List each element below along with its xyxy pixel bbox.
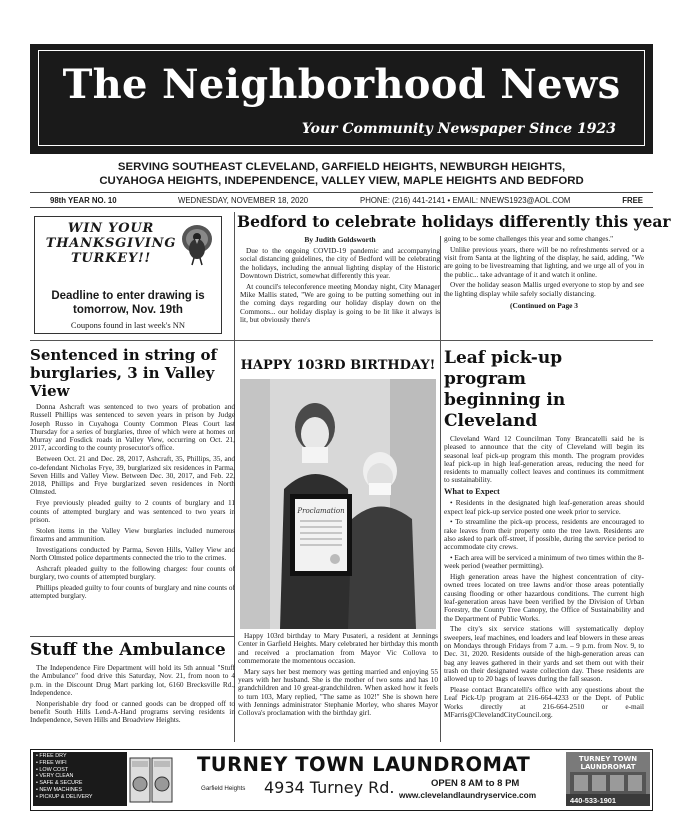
bedford-continued: (Continued on Page 3 xyxy=(510,300,578,310)
ad-city: Garfield Heights xyxy=(201,785,246,792)
ad-website[interactable]: www.clevelandlaundryservice.com xyxy=(399,790,537,800)
coupons-note: Coupons found in last week's NN xyxy=(70,320,186,330)
birthday-paragraph: Happy 103rd birthday to Mary Pusateri, a resident at Jennings Center in Garfield Heights. Mary celebrated her birthday this month and received a proclamation from Mayor Vic Collova to commemorate the momentous occasion. xyxy=(238,631,438,665)
sentenced-paragraph: Investigations conducted by Parma, Seven Hills, Valley View and North Olmsted police departments connected the trio to the crimes. xyxy=(30,544,235,563)
leaf-paragraph: Please contact Brancatelli's office with any questions about the Leaf Pick-Up program at 216-664-4233 or the Dept. of Public Works directly at 216-664-2510 or e-mail MFarris@ClevelandCityCouncil.org. xyxy=(444,685,644,719)
section-divider xyxy=(30,340,653,341)
washer-icon xyxy=(129,756,173,804)
proclamation-label: Proclamation xyxy=(297,507,345,515)
ad-feature: • FREE WIFI xyxy=(36,759,67,766)
leaf-paragraph: Cleveland Ward 12 Councilman Tony Brancatelli said he is pleased to announce that the city of Cleveland will begin its seasonal leaf pick-up program this month. The program provides leaf pick-up in high leaf-generation areas, reducing the need for residents to manually collect leaves and continues its commitment to sustainability. xyxy=(444,434,644,485)
ad-feature: • VERY CLEAN xyxy=(36,773,74,780)
dateline-bar xyxy=(30,192,653,208)
birthday-caption xyxy=(238,632,438,720)
bedford-paragraph: Due to the ongoing COVID-19 pandemic and accompanying social distancing guidelines, the city of Bedford will be celebrating the holidays, including the annual lighting display of the Historic Downtown District, somewhat differently this year. xyxy=(240,246,440,280)
store-sign xyxy=(566,755,650,771)
turkey-line-2: THANKSGIVING xyxy=(45,236,177,251)
laundromat-ad[interactable] xyxy=(30,749,653,811)
bedford-paragraph: Unlike previous years, there will be no refreshments served or a visit from Santa at the lighting of the display, he said, adding, "We are going to be livestreaming that lighting, and we urge all of you in the public... take advantage of it and watch it online. xyxy=(444,244,644,279)
ad-feature: • NEW MACHINES xyxy=(36,786,82,793)
leaf-headline-line-2: beginning in Cleveland xyxy=(444,390,566,431)
leaf-article xyxy=(444,348,644,722)
ad-feature: • SAFE & SECURE xyxy=(36,780,83,787)
ad-features-list xyxy=(33,752,127,806)
section-divider xyxy=(30,636,234,637)
newspaper-tagline: Your Community Newspaper Since 1923 xyxy=(301,121,616,137)
ad-feature: • LOW COST xyxy=(36,766,69,773)
issue-date: WEDNESDAY, NOVEMBER 18, 2020 xyxy=(178,196,309,205)
leaf-bullet: • To streamline the pick-up process, residents are encouraged to rake leaves from their property onto the tree lawn. Residents are also asked to park off-street, if possible, during the service period to accommodate city crews. xyxy=(444,517,644,552)
birthday-photo-image xyxy=(240,379,436,629)
price-label: FREE xyxy=(622,196,643,205)
leaf-paragraph: The city's six service stations will systematically deploy sweepers, leaf machines, end loaders and leaf blowers in these areas on Mondays through Fridays from 7 a.m. – 9 p.m. from Nov. 9, to Dec. 31, 2020. Residents outside of the high-generation areas can bag any leaves gathered in their yards and set them out with their trash on their designated waste collection day. These residents are allowed up to 20 bags of leaves during the fall season. xyxy=(444,624,644,684)
store-phone: 440-533-1901 xyxy=(570,796,617,805)
turkey-illustration xyxy=(179,223,215,267)
bedford-headline: Bedford to celebrate holidays differently this year xyxy=(237,212,671,231)
column-rule-right xyxy=(440,236,441,742)
ad-storefront-photo xyxy=(566,752,650,806)
birthday-headline: HAPPY 103RD BIRTHDAY! xyxy=(240,358,436,373)
leaf-bullet: • Each area will be serviced a minimum of two times within the 8-week period (weather permitting). xyxy=(444,553,644,571)
bedford-column-1 xyxy=(240,235,440,327)
turkey-line-1: WIN YOUR xyxy=(67,221,155,236)
newspaper-title: The Neighborhood News xyxy=(62,61,621,108)
leaf-paragraph: High generation areas have the highest concentration of city-owned trees located on tree lawns and/or those areas potentially causing flooding or other hazardous conditions. The current high leaf-generation areas have been verified by the Division of Urban Forestry, the County Tree Canopy, the Office of Sustainability and the Department of Public Works. xyxy=(444,572,644,623)
ad-title: TURNEY TOWN LAUNDROMAT xyxy=(197,753,531,776)
turkey-contest-headline xyxy=(41,221,181,266)
masthead-frame xyxy=(38,50,645,146)
sentenced-headline-line-2: burglaries, 3 in Valley View xyxy=(30,364,215,400)
ambulance-paragraph: Nonperishable dry food or canned goods can be dropped off to benefit South Hills Lend-A-Hand programs serving residents in Independence, Seven Hills and Broadview Heights. xyxy=(30,698,235,725)
ambulance-headline: Stuff the Ambulance xyxy=(30,640,226,660)
sentenced-article xyxy=(30,346,235,603)
turkey-contest-frame xyxy=(34,216,222,334)
sentenced-paragraph: Stolen items in the Valley View burglaries included numerous firearms and ammunition. xyxy=(30,525,235,543)
ambulance-paragraph: The Independence Fire Department will hold its 5th annual "Stuff the Ambulance" food drive this Saturday, Nov. 21, from noon to 4 p.m. in the Discount Drug Mart parking lot, 6160 Brecksville Rd., Independence. xyxy=(30,663,235,697)
ambulance-article xyxy=(30,640,235,727)
ad-address: 4934 Turney Rd. xyxy=(264,778,395,797)
ad-feature: • PICKUP & DELIVERY xyxy=(36,793,93,800)
birthday-paragraph: Mary says her best memory was getting married and enjoying 55 years with her husband. She is the mother of two sons and has 10 grandchildren and 10 great-grandchildren. When asked how it feels to turn 103, Mary replied, "The same as 102!" She is shown here with Jennings administrator Stephanie Morley, who shares Mayor Collova's proclamation with the birthday girl. xyxy=(238,666,438,718)
issue-number: 98th YEAR NO. 10 xyxy=(50,196,117,205)
contact-info: PHONE: (216) 441-2141 • EMAIL: NNEWS1923@AOL.COM xyxy=(360,196,571,205)
sentenced-paragraph: Donna Ashcraft was sentenced to two years of probation and Russell Phillips was sentenced to seven years in prison by Judge Joseph Russo in Cuyahoga County Common Pleas Court last Thursday for a series of burglaries, three of which were at homes on Murray and Fosdick roads in Valley View, occurring on Oct. 21, 2017, according to the county prosecutor's office. xyxy=(30,402,235,453)
turkey-line-3: TURKEY!! xyxy=(70,251,152,266)
leaf-headline xyxy=(444,348,644,432)
store-sign-line-2: LAUNDROMAT xyxy=(580,763,636,771)
turkey-contest-box xyxy=(30,214,226,337)
store-sign-line-1: TURNEY TOWN xyxy=(578,755,638,763)
birthday-photo xyxy=(240,379,436,629)
turkey-deadline xyxy=(35,289,221,317)
bedford-paragraph: going to be some challenges this year and some changes." xyxy=(444,234,614,243)
serving-line-1: SERVING SOUTHEAST CLEVELAND, GARFIELD HEIGHTS, NEWBURGH HEIGHTS, xyxy=(117,161,566,173)
masthead xyxy=(30,44,653,154)
bedford-paragraph: Over the holiday season Mallis urged everyone to stop by and see the lighting display while safely socially distancing. xyxy=(444,280,644,298)
sentenced-headline xyxy=(30,346,235,400)
sentenced-paragraph: Between Oct. 21 and Dec. 28, 2017, Ashcraft, 35, Phillips, 35, and co-defendant Nicholas Frye, 39, burglarized six residences in Parma, Seven Hills and Valley View. Between Dec. 30, 2017, and Feb. 22, 2018, Phillips and Frye burglarized seven residences in North Olmsted. xyxy=(30,454,235,497)
deadline-line-2: tomorrow, Nov. 19th xyxy=(73,304,183,316)
sentenced-paragraph: Frye previously pleaded guilty to 2 counts of burglary and 11 counts of attempted burglary and was sentenced to two years in prison. xyxy=(30,498,235,524)
leaf-subhead: What to Expect xyxy=(444,487,500,497)
serving-line-2: CUYAHOGA HEIGHTS, INDEPENDENCE, VALLEY VIEW, MAPLE HEIGHTS AND BEDFORD xyxy=(99,175,584,187)
sentenced-paragraph: Phillips pleaded guilty to four counts of burglary and nine counts of attempted burglary. xyxy=(30,582,235,601)
leaf-bullet: • Residents in the designated high leaf-generation areas should expect leaf pick-up service posted one week prior to service. xyxy=(444,498,644,516)
bedford-byline: By Judith Goldsworth xyxy=(304,235,376,244)
ad-hours: OPEN 8 AM to 8 PM xyxy=(431,778,520,789)
bedford-column-2 xyxy=(444,235,644,310)
ad-feature: • FREE DRY xyxy=(36,753,67,759)
deadline-line-1: Deadline to enter drawing is xyxy=(51,290,205,302)
serving-area xyxy=(30,160,653,188)
bedford-paragraph: At council's teleconference meeting Monday night, City Manager Mike Mallis stated, "We are going to be putting something out in the coming days regarding our holiday display down on the Commons... our holiday display is going to be lit like it always is lit, but obviously there's xyxy=(240,281,440,324)
leaf-headline-line-1: Leaf pick-up program xyxy=(444,348,563,389)
sentenced-paragraph: Ashcraft pleaded guilty to the following charges: four counts of burglary, two counts of attempted burglary. xyxy=(30,563,235,582)
sentenced-headline-line-1: Sentenced in string of xyxy=(30,346,217,364)
